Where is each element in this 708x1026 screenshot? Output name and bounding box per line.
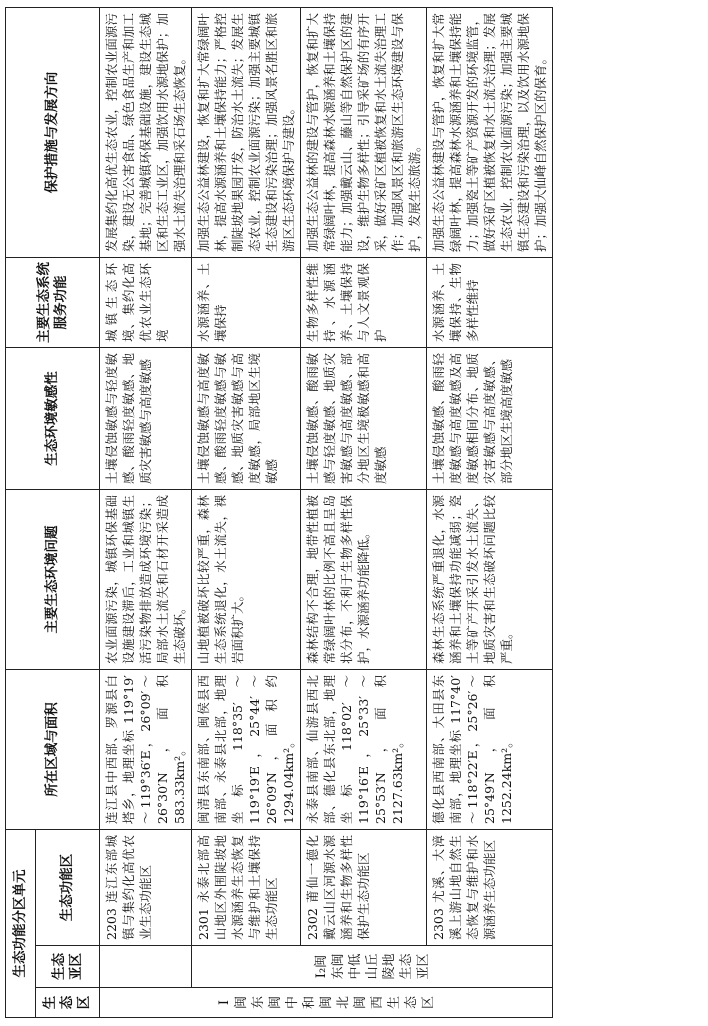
eco-region-cell: I 闽东闽中和闽北闽西生态区	[100, 988, 553, 1018]
function-area-cell: 2203 连江东部城镇与集约化高优农业生态功能区	[100, 830, 192, 946]
services-cell: 水源涵养、土壤保持、生物多样性维持	[427, 258, 553, 348]
sensitivity-cell: 土壤侵蚀敏感、酸雨轻度敏感与高度敏感及高度敏感相间分布、地质灾害敏感与高度敏感、部分地区生境高度敏感	[427, 348, 553, 490]
sensitivity-cell: 土壤侵蚀敏感与高度敏感、酸雨轻度敏感与敏感、地质灾害敏感与高度敏感，局部地区生境敏感	[192, 348, 301, 490]
eco-subregion-cell-empty	[100, 946, 192, 988]
measures-cell: 加强生态公益林建设，恢复和扩大常绿阔叶林，提高水源涵养和土壤保持能力；严格控制陡坡地果园开发，防治水土流失；发展生态农业，控制农业面源污染；加强主要城镇生态建设和污染治理；加强风景名胜区和旅游区生态环境保护与建设。	[192, 8, 301, 258]
table-row	[301, 8, 427, 1018]
services-cell: 城镇生态环境、集约化高优农业生态环境	[100, 258, 192, 348]
problems-cell: 山地植被破坏比较严重，森林生态系统退化，水土流失，裸岩面积扩大。	[192, 490, 301, 670]
eco-subregion-cell: I₂闽东闽中低山丘陵地生态亚区	[192, 946, 553, 988]
function-area-cell: 2303 尤溪、大漳溪上游山地自然生态恢复与维护和水源涵养生态功能区	[427, 830, 553, 946]
header-main-problems: 主要生态环境问题	[6, 490, 100, 670]
problems-cell: 森林生态系统严重退化，水源涵养和土壤保持功能减弱；瓷土等矿产开采引发水土流失、地质灾害和生态破坏问题比较严重。	[427, 490, 553, 670]
location-cell: 闽清县东南部、闽侯县西南部、永泰县北部，地理坐标 118°35′～119°19′E，25°44′～26°09′N，面积约1294.04km²。	[192, 670, 301, 830]
table-row	[427, 8, 553, 1018]
header-services: 主要生态系统服务功能	[6, 258, 100, 348]
location-cell: 永泰县南部、仙游县西北部、德化县东北部，地理坐标 118°02′～119°16′E，25°33′～25°53′N，面积2127.63km²。	[301, 670, 427, 830]
services-cell: 生物多样性维持、水源涵养、土壤保持与人文景观保护	[301, 258, 427, 348]
function-area-cell: 2301 永泰北部高山地区外围陡坡地水源涵养生态恢复与维护和土壤保持生态功能区	[192, 830, 301, 946]
measures-cell: 加强生态公益林的建设与管护，恢复和扩大常绿阔叶林，提高森林水源涵养和土壤保持能力；加强戴云山、藤山等自然保护区的建设，维护生物多样性；引导采矿场的有序开采，做好采矿区植被恢复和水土流失治理工作；加强风景区和旅游区生态环境建设与保护，发展生态旅游。	[301, 8, 427, 258]
header-measures: 保护措施与发展方向	[6, 8, 100, 258]
measures-cell: 加强生态公益林建设与管护，恢复和扩大常绿阔叶林，提高森林水源涵养和土壤保持能力；加强瓷土等矿产资源开发的环境监管，做好采矿区植被恢复和水土流失治理；发展生态农业，控制农业面源污染；加强主要城镇生态建设和污染治理，以及饮用水源地保护；加强大仙峰自然保护区的保育。	[427, 8, 553, 258]
table-row	[192, 8, 301, 1018]
location-cell: 德化县西南部、大田县东南部，地理坐标 117°40′～118°22′E，25°26′～25°49′N，面积1252.24km²。	[427, 670, 553, 830]
services-cell: 水源涵养、土壤保持	[192, 258, 301, 348]
sensitivity-cell: 土壤侵蚀敏感与轻度敏感、酸雨轻度敏感、地质灾害敏感与高度敏感	[100, 348, 192, 490]
header-eco-subregion: 生态亚区	[36, 946, 100, 988]
sensitivity-cell: 土壤侵蚀敏感、酸雨敏感与轻度敏感、地质灾害敏感与高度敏感、部分地区生境极敏感和高度敏感	[301, 348, 427, 490]
function-area-cell: 2302 莆仙一德化戴云山区河源水源涵养和生物多样性保护生态功能区	[301, 830, 427, 946]
location-cell: 连江县中西部、罗源县白塔乡，地理坐标 119°19′～119°36′E，26°09′～26°30′N，面积583.33km²。	[100, 670, 192, 830]
header-location-area: 所在区域与面积	[6, 670, 100, 830]
eco-function-zoning-table	[5, 7, 553, 1018]
header-sensitivity: 生态环境敏感性	[6, 348, 100, 490]
table-row	[100, 8, 192, 1018]
measures-cell: 发展集约化高优生态农业，控制农业面源污染，建设无公害食品、绿色食品生产和加工基地；完善城镇环保基础设施，建设生态城区和生态工业区，加强饮用水源地保护；加强水土流失治理和采石场生态恢复。	[100, 8, 192, 258]
header-row-1	[6, 8, 36, 1018]
header-eco-function-area: 生态功能区	[36, 830, 100, 946]
header-eco-region: 生态区	[36, 988, 100, 1018]
problems-cell: 农业面源污染，城镇环保基础设施建设滞后，工业和城镇生活污染物排放造成环境污染；局部水土流失和石材开采造成生态破坏。	[100, 490, 192, 670]
header-functional-zoning-unit: 生态功能分区单元	[6, 830, 36, 1018]
problems-cell: 森林结构不合理，地带性植被常绿阔叶林的比例不高且呈岛状分布，不利于生物多样性保护，水源涵养功能降低。	[301, 490, 427, 670]
